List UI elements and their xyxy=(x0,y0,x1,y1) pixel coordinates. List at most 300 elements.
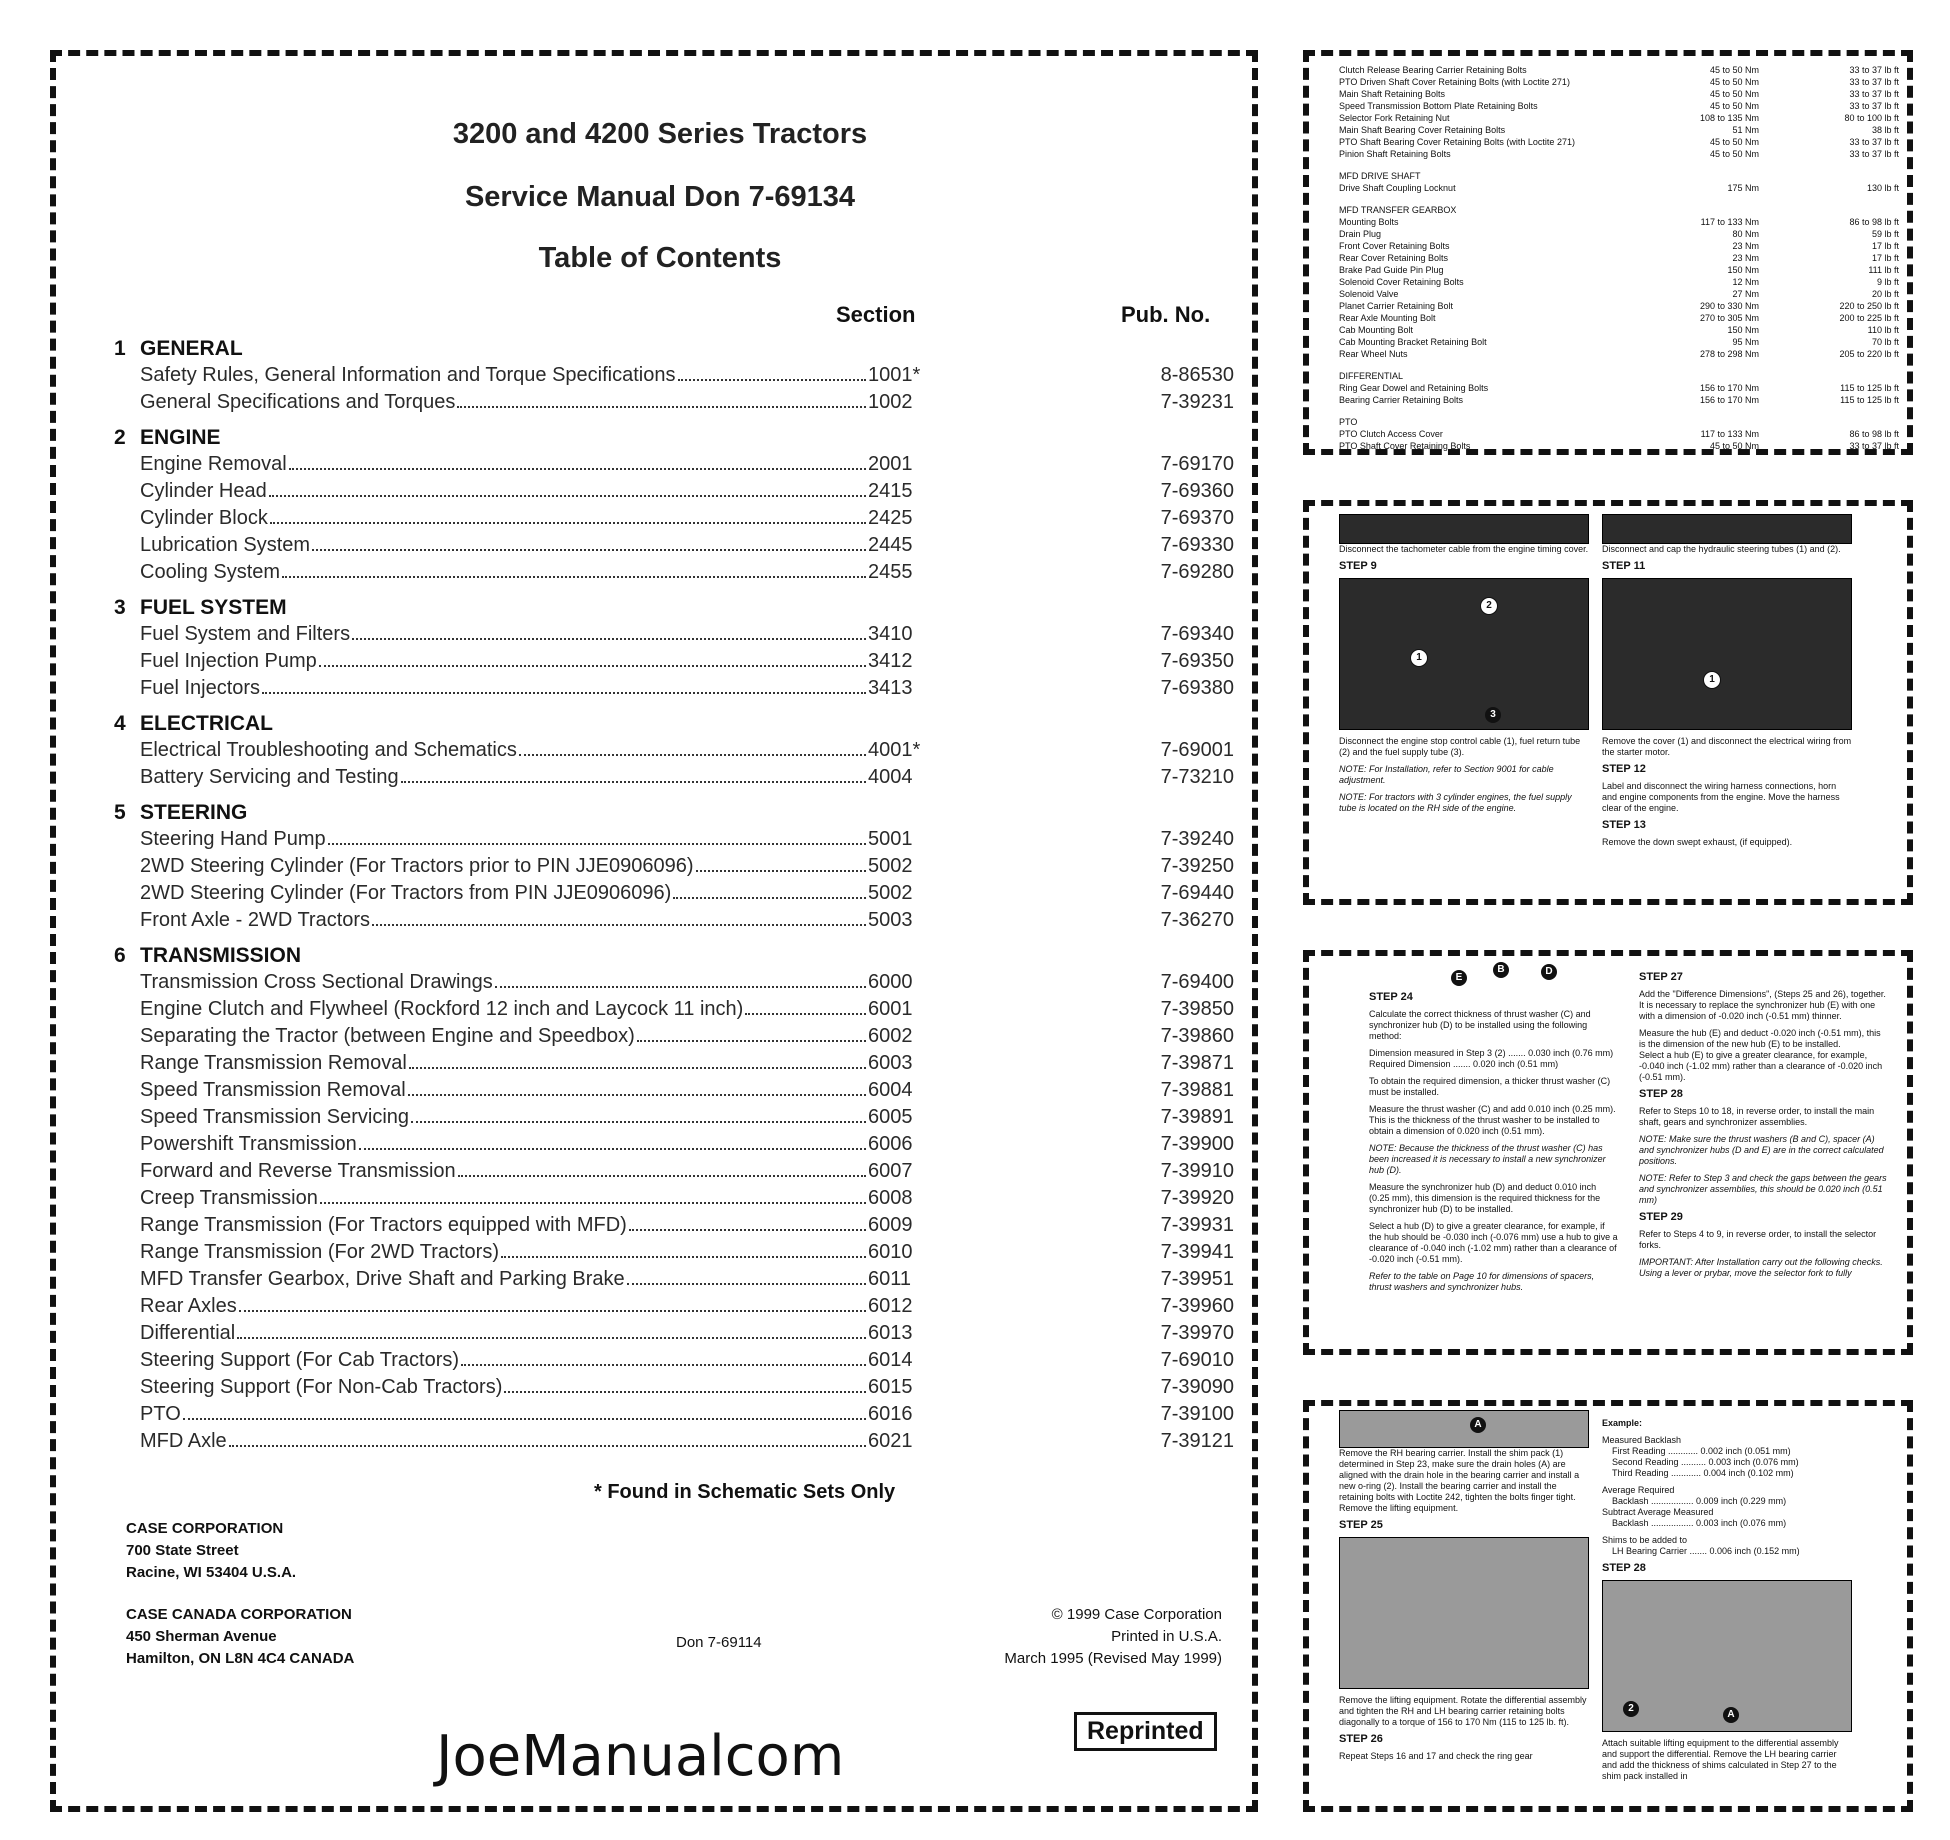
step-heading: STEP 27 xyxy=(1639,971,1683,983)
toc-entry xyxy=(114,880,1234,907)
address-line: Racine, WI 53404 U.S.A. xyxy=(126,1564,297,1581)
step-text: Dimension measured in Step 3 (2) ....... 0.030 inch (0.76 mm) xyxy=(1369,1048,1614,1058)
torque-spec-page xyxy=(1303,50,1913,455)
toc-entry xyxy=(114,621,1234,648)
torque-item-name: Bearing Carrier Retaining Bolts xyxy=(1339,395,1464,405)
torque-row xyxy=(1339,64,1899,76)
torque-lbft: 115 to 125 lb ft xyxy=(1840,395,1899,405)
torque-item-name: Cab Mounting Bolt xyxy=(1339,325,1414,335)
torque-lbft: 33 to 37 lb ft xyxy=(1849,101,1899,111)
toc-group xyxy=(114,595,1234,702)
torque-row xyxy=(1339,112,1899,124)
callout-a: A xyxy=(1723,1707,1739,1723)
step-text: Measure the hub (E) and deduct -0.020 inch (-0.51 mm), this is the dimension of the new hub (E) to be installed. xyxy=(1639,1028,1881,1049)
toc-entry xyxy=(114,764,1234,791)
address-line: 700 State Street xyxy=(126,1542,239,1559)
entry-section: 6010 xyxy=(868,1241,913,1263)
torque-item-name: PTO Shaft Bearing Cover Retaining Bolts (with Loctite 271) xyxy=(1339,137,1575,147)
address-line: CASE CANADA CORPORATION xyxy=(126,1606,352,1623)
entry-title: Engine Clutch and Flywheel (Rockford 12 inch and Laycock 11 inch) xyxy=(140,998,744,1020)
dot-leader xyxy=(282,576,866,578)
synchronizer-page xyxy=(1303,950,1913,1355)
entry-section: 6014 xyxy=(868,1349,913,1371)
entry-title: Fuel Injectors xyxy=(140,677,261,699)
toc-entry xyxy=(114,505,1234,532)
torque-item-name: Ring Gear Dowel and Retaining Bolts xyxy=(1339,383,1489,393)
entry-section: 3412 xyxy=(868,650,913,672)
entry-section: 1001* xyxy=(868,364,921,386)
torque-lbft: 33 to 37 lb ft xyxy=(1849,89,1899,99)
step-text: Select a hub (E) to give a greater clearance, for example, -0.040 inch (-1.02 mm) rather than a clearance of -0.020 inch (-0.51 mm). xyxy=(1639,1050,1883,1082)
entry-pub-number: 7-39881 xyxy=(1160,1079,1234,1101)
entry-pub-number: 7-39891 xyxy=(1160,1106,1234,1128)
entry-pub-number: 7-39100 xyxy=(1160,1403,1234,1425)
dot-leader xyxy=(495,986,866,988)
step-text: Required Dimension ....... 0.020 inch (0.51 mm) xyxy=(1369,1059,1559,1069)
calc-line: LH Bearing Carrier ....... 0.006 inch (0.152 mm) xyxy=(1612,1546,1800,1556)
step-text: Add the "Difference Dimensions", (Steps 25 and 26), together. xyxy=(1639,989,1886,999)
step-heading: STEP 25 xyxy=(1339,1519,1383,1531)
torque-lbft: 86 to 98 lb ft xyxy=(1849,217,1899,227)
group-number: 6 xyxy=(114,944,126,967)
group-name: TRANSMISSION xyxy=(140,944,302,967)
entry-title: Range Transmission Removal xyxy=(140,1052,407,1074)
callout-3: 3 xyxy=(1485,707,1501,723)
callout-b: B xyxy=(1493,962,1509,978)
torque-item-name: Solenoid Valve xyxy=(1339,289,1399,299)
entry-title: Differential xyxy=(140,1322,236,1344)
entry-title: MFD Transfer Gearbox, Drive Shaft and Parking Brake xyxy=(140,1268,625,1290)
step-heading: STEP 9 xyxy=(1339,560,1377,572)
callout-2: 2 xyxy=(1480,597,1498,615)
toc-entry xyxy=(114,1401,1234,1428)
dot-leader xyxy=(519,754,866,756)
entry-section: 6001 xyxy=(868,998,913,1020)
torque-item-name: PTO Clutch Access Cover xyxy=(1339,429,1443,439)
torque-row xyxy=(1339,76,1899,88)
torque-lbft: 80 to 100 lb ft xyxy=(1844,113,1899,123)
torque-row xyxy=(1339,264,1899,276)
entry-section: 6009 xyxy=(868,1214,913,1236)
torque-row xyxy=(1339,124,1899,136)
entry-title: Steering Support (For Cab Tractors) xyxy=(140,1349,460,1371)
toc-group-heading xyxy=(114,425,1234,451)
toc-page xyxy=(50,50,1258,1812)
torque-row xyxy=(1339,394,1899,406)
entry-section: 6021 xyxy=(868,1430,913,1452)
entry-pub-number: 7-73210 xyxy=(1160,766,1234,788)
toc-group-heading xyxy=(114,595,1234,621)
group-number: 4 xyxy=(114,712,126,735)
torque-row xyxy=(1339,136,1899,148)
callout-d: D xyxy=(1541,964,1557,980)
callout-1: 1 xyxy=(1703,671,1721,689)
step-heading: STEP 11 xyxy=(1602,560,1646,572)
torque-nm: 45 to 50 Nm xyxy=(1709,441,1759,451)
torque-item-name: Rear Wheel Nuts xyxy=(1339,349,1408,359)
torque-lbft: 59 lb ft xyxy=(1871,229,1899,239)
toc-entry xyxy=(114,478,1234,505)
example-heading: Example: xyxy=(1602,1418,1643,1428)
torque-section-heading: MFD TRANSFER GEARBOX xyxy=(1339,205,1457,215)
entry-title: Steering Hand Pump xyxy=(140,828,326,850)
torque-lbft: 115 to 125 lb ft xyxy=(1840,383,1899,393)
toc-entry xyxy=(114,1374,1234,1401)
toc-group-heading xyxy=(114,711,1234,737)
torque-row xyxy=(1339,428,1899,440)
group-name: ELECTRICAL xyxy=(140,712,273,735)
torque-lbft: 110 lb ft xyxy=(1867,325,1899,335)
entry-pub-number: 7-69370 xyxy=(1160,507,1234,529)
step-heading: STEP 24 xyxy=(1369,991,1413,1003)
callout-a: A xyxy=(1470,1417,1486,1433)
dot-leader xyxy=(239,1310,866,1312)
entry-section: 6008 xyxy=(868,1187,913,1209)
toc-entry xyxy=(114,1077,1234,1104)
step-text: Remove the RH bearing carrier. Install the shim pack (1) determined in Step 23, make sure the drain holes (A) are aligned with the drain hole in the bearing carrier and install a new o-ring (2). Install the bearing carrier and install the retaining bolts with Loctite 242, tighten the bolts finger tight. Remove the lifting equipment. xyxy=(1339,1448,1580,1513)
note-text: NOTE: For Installation, refer to Section 9001 for cable adjustment. xyxy=(1339,764,1554,785)
toc-entry xyxy=(114,826,1234,853)
entry-section: 3410 xyxy=(868,623,913,645)
entry-pub-number: 7-39121 xyxy=(1160,1430,1234,1452)
torque-nm: 45 to 50 Nm xyxy=(1709,137,1759,147)
entry-pub-number: 7-39871 xyxy=(1160,1052,1234,1074)
callout-e: E xyxy=(1451,970,1467,986)
entry-pub-number: 7-69360 xyxy=(1160,480,1234,502)
torque-item-name: Pinion Shaft Retaining Bolts xyxy=(1339,149,1451,159)
entry-title: Speed Transmission Servicing xyxy=(140,1106,410,1128)
address-line: Hamilton, ON L8N 4C4 CANADA xyxy=(126,1650,355,1667)
note-text: Refer to the table on Page 10 for dimensions of spacers, thrust washers and synchronizer hubs. xyxy=(1369,1271,1595,1292)
torque-nm: 80 Nm xyxy=(1732,229,1759,239)
dot-leader xyxy=(312,549,866,551)
dot-leader xyxy=(696,870,866,872)
dot-leader xyxy=(408,1094,866,1096)
torque-lbft: 86 to 98 lb ft xyxy=(1849,429,1899,439)
torque-item-name: Selector Fork Retaining Nut xyxy=(1339,113,1450,123)
entry-section: 6005 xyxy=(868,1106,913,1128)
manual-subtitle: Service Manual Don 7-69134 xyxy=(464,181,856,213)
group-name: FUEL SYSTEM xyxy=(140,596,287,619)
entry-title: Lubrication System xyxy=(140,534,311,556)
entry-pub-number: 7-69440 xyxy=(1160,882,1234,904)
entry-pub-number: 7-39941 xyxy=(1160,1241,1234,1263)
calc-line: Subtract Average Measured xyxy=(1602,1507,1714,1517)
torque-item-name: Front Cover Retaining Bolts xyxy=(1339,241,1450,251)
torque-row xyxy=(1339,440,1899,452)
torque-section-heading: PTO xyxy=(1339,417,1358,427)
entry-title: MFD Axle xyxy=(140,1430,227,1452)
entry-section: 3413 xyxy=(868,677,913,699)
step-heading: STEP 13 xyxy=(1602,819,1646,831)
dot-leader xyxy=(458,1175,866,1177)
group-number: 3 xyxy=(114,596,126,619)
dot-leader xyxy=(237,1337,866,1339)
entry-pub-number: 7-39250 xyxy=(1160,855,1234,877)
pub-column-header: Pub. No. xyxy=(1121,302,1211,327)
case-canada-address xyxy=(126,1604,354,1670)
note-text: NOTE: For tractors with 3 cylinder engines, the fuel supply tube is located on the RH side of the engine. xyxy=(1339,792,1572,813)
torque-nm: 45 to 50 Nm xyxy=(1709,77,1759,87)
toc-entry xyxy=(114,532,1234,559)
entry-section: 6003 xyxy=(868,1052,913,1074)
step-text: Disconnect the tachometer cable from the engine timing cover. xyxy=(1339,544,1589,554)
entry-section: 6000 xyxy=(868,971,913,993)
address-line: CASE CORPORATION xyxy=(126,1520,284,1537)
entry-section: 6004 xyxy=(868,1079,913,1101)
group-number: 2 xyxy=(114,426,126,449)
step-text: Label and disconnect the wiring harness connections, horn and engine components from the engine. Move the harness clear of the engine. xyxy=(1602,781,1840,813)
entry-title: 2WD Steering Cylinder (For Tractors from PIN JJE0906096) xyxy=(140,882,672,904)
entry-title: General Specifications and Torques xyxy=(140,391,456,413)
step-text: Refer to Steps 4 to 9, in reverse order, to install the selector forks. xyxy=(1639,1229,1877,1250)
torque-item-name: Mounting Bolts xyxy=(1339,217,1399,227)
torque-item-name: Drive Shaft Coupling Locknut xyxy=(1339,183,1456,193)
torque-lbft: 20 lb ft xyxy=(1871,289,1899,299)
dot-leader xyxy=(629,1229,866,1231)
dot-leader xyxy=(627,1283,866,1285)
torque-row xyxy=(1339,100,1899,112)
entry-title: Safety Rules, General Information and Torque Specifications xyxy=(140,364,676,386)
torque-lbft: 205 to 220 lb ft xyxy=(1839,349,1899,359)
torque-row xyxy=(1339,88,1899,100)
entry-title: 2WD Steering Cylinder (For Tractors prior to PIN JJE0906096) xyxy=(140,855,694,877)
section-column-header: Section xyxy=(836,302,916,327)
photo-step-25 xyxy=(1339,1537,1589,1689)
torque-row xyxy=(1339,324,1899,336)
entry-section: 6011 xyxy=(868,1268,912,1290)
torque-lbft: 33 to 37 lb ft xyxy=(1849,441,1899,451)
entry-pub-number: 7-39970 xyxy=(1160,1322,1234,1344)
entry-title: Electrical Troubleshooting and Schematics xyxy=(140,739,517,761)
entry-pub-number: 7-69001 xyxy=(1160,739,1234,761)
torque-lbft: 38 lb ft xyxy=(1871,125,1899,135)
step-heading: STEP 12 xyxy=(1602,763,1646,775)
watermark-text: JoeManualcom xyxy=(436,1724,845,1789)
entry-section: 6015 xyxy=(868,1376,913,1398)
torque-nm: 95 Nm xyxy=(1732,337,1759,347)
torque-nm: 45 to 50 Nm xyxy=(1709,65,1759,75)
entry-pub-number: 7-69010 xyxy=(1160,1349,1234,1371)
toc-entry xyxy=(114,1266,1234,1293)
entry-title: Cooling System xyxy=(140,561,281,583)
dot-leader xyxy=(359,1148,866,1150)
toc-entry xyxy=(114,1023,1234,1050)
step-text: Disconnect and cap the hydraulic steering tubes (1) and (2). xyxy=(1602,544,1841,554)
toc-group xyxy=(114,711,1234,791)
calc-line: Backlash ................. 0.009 inch (0.229 mm) xyxy=(1612,1496,1787,1506)
toc-entry xyxy=(114,1347,1234,1374)
dot-leader xyxy=(411,1121,866,1123)
entry-pub-number: 7-36270 xyxy=(1160,909,1234,931)
torque-lbft: 33 to 37 lb ft xyxy=(1849,65,1899,75)
toc-entry xyxy=(114,559,1234,586)
torque-nm: 117 to 133 Nm xyxy=(1700,217,1759,227)
step-text: Select a hub (D) to give a greater clearance, for example, if the hub should be -0.030 inch (-0.076 mm) use a hub to give a clearance of -0.040 inch (-1.02 mm) rather than a clearance of -0.020 inch (-0.51 mm). xyxy=(1369,1221,1618,1264)
torque-nm: 45 to 50 Nm xyxy=(1709,149,1759,159)
toc-entry xyxy=(114,737,1234,764)
toc-entry xyxy=(114,1428,1234,1455)
toc-entry xyxy=(114,1185,1234,1212)
callout-1: 1 xyxy=(1410,649,1428,667)
entry-section: 2001 xyxy=(868,453,913,475)
torque-item-name: Cab Mounting Bracket Retaining Bolt xyxy=(1339,337,1487,347)
right-column xyxy=(1602,514,1852,854)
note-text: NOTE: Refer to Step 3 and check the gaps between the gears and synchronizer assemblies, this should be 0.020 inch (0.51 mm) xyxy=(1639,1173,1887,1205)
torque-item-name: Solenoid Cover Retaining Bolts xyxy=(1339,277,1464,287)
entry-section: 6013 xyxy=(868,1322,913,1344)
entry-pub-number: 7-69380 xyxy=(1160,677,1234,699)
entry-section: 5002 xyxy=(868,882,913,904)
step-text: Calculate the correct thickness of thrust washer (C) and synchronizer hub (D) to be installed using the following method: xyxy=(1369,1009,1591,1041)
right-column xyxy=(1639,968,1889,1285)
entry-pub-number: 7-69350 xyxy=(1160,650,1234,672)
group-name: GENERAL xyxy=(140,337,243,360)
toc-entry xyxy=(114,675,1234,702)
entry-pub-number: 7-39920 xyxy=(1160,1187,1234,1209)
toc-group-heading xyxy=(114,800,1234,826)
group-name: STEERING xyxy=(140,801,248,824)
calc-line: Second Reading .......... 0.003 inch (0.076 mm) xyxy=(1612,1457,1799,1467)
entry-pub-number: 7-69330 xyxy=(1160,534,1234,556)
dot-leader xyxy=(372,924,866,926)
entry-title: Cylinder Head xyxy=(140,480,267,502)
dot-leader xyxy=(262,692,866,694)
torque-nm: 45 to 50 Nm xyxy=(1709,101,1759,111)
calc-line: Average Required xyxy=(1602,1485,1675,1495)
torque-nm: 45 to 50 Nm xyxy=(1709,89,1759,99)
entry-section: 5003 xyxy=(868,909,913,931)
toc-entry xyxy=(114,907,1234,934)
left-column xyxy=(1369,960,1619,1299)
group-number: 1 xyxy=(114,337,126,360)
entry-pub-number: 7-39900 xyxy=(1160,1133,1234,1155)
entry-section: 2415 xyxy=(868,480,913,502)
torque-nm: 51 Nm xyxy=(1732,125,1759,135)
entry-section: 6016 xyxy=(868,1403,913,1425)
callout-2: 2 xyxy=(1623,1701,1639,1717)
entry-section: 6012 xyxy=(868,1295,913,1317)
toc-list xyxy=(114,336,1234,1464)
entry-pub-number: 7-39860 xyxy=(1160,1025,1234,1047)
entry-pub-number: 7-39910 xyxy=(1160,1160,1234,1182)
step-text: To obtain the required dimension, a thicker thrust washer (C) must be installed. xyxy=(1369,1076,1611,1097)
torque-section-heading: DIFFERENTIAL xyxy=(1339,371,1404,381)
toc-group xyxy=(114,943,1234,1455)
entry-section: 6002 xyxy=(868,1025,913,1047)
entry-title: Forward and Reverse Transmission xyxy=(140,1160,456,1182)
photo-top-left xyxy=(1339,514,1589,544)
copyright-line: Printed in U.S.A. xyxy=(1111,1628,1222,1645)
schematic-footnote: * Found in Schematic Sets Only xyxy=(594,1481,896,1503)
entry-pub-number: 7-39240 xyxy=(1160,828,1234,850)
torque-row xyxy=(1339,336,1899,348)
entry-section: 5002 xyxy=(868,855,913,877)
torque-lbft: 130 lb ft xyxy=(1866,183,1899,193)
dot-leader xyxy=(289,468,866,470)
torque-section-heading: MFD DRIVE SHAFT xyxy=(1339,171,1421,181)
calc-line: Shims to be added to xyxy=(1602,1535,1688,1545)
toc-group xyxy=(114,336,1234,416)
torque-lbft: 9 lb ft xyxy=(1876,277,1899,287)
toc-entry xyxy=(114,996,1234,1023)
dot-leader xyxy=(678,379,867,381)
entry-title: Separating the Tractor (between Engine and Speedbox) xyxy=(140,1025,635,1047)
don-reference: Don 7-69114 xyxy=(676,1634,762,1651)
entry-section: 4004 xyxy=(868,766,913,788)
torque-row xyxy=(1339,252,1899,264)
dot-leader xyxy=(504,1391,866,1393)
photo-top-right xyxy=(1602,514,1852,544)
toc-entry xyxy=(114,1239,1234,1266)
note-text: NOTE: Make sure the thrust washers (B and C), spacer (A) and synchronizer hubs (D and E) are in the correct calculated positions. xyxy=(1639,1134,1884,1166)
toc-group xyxy=(114,425,1234,586)
entry-pub-number: 7-39850 xyxy=(1160,998,1234,1020)
entry-pub-number: 7-69170 xyxy=(1160,453,1234,475)
case-corp-address xyxy=(126,1518,296,1584)
torque-lbft: 220 to 250 lb ft xyxy=(1839,301,1899,311)
entry-section: 4001* xyxy=(868,739,921,761)
entry-title: Creep Transmission xyxy=(140,1187,318,1209)
torque-spec-list xyxy=(1339,64,1899,452)
torque-nm: 27 Nm xyxy=(1732,289,1759,299)
dot-leader xyxy=(673,897,866,899)
torque-nm: 270 to 305 Nm xyxy=(1699,313,1759,323)
torque-lbft: 33 to 37 lb ft xyxy=(1849,77,1899,87)
dot-leader xyxy=(229,1445,866,1447)
torque-item-name: PTO Driven Shaft Cover Retaining Bolts (with Loctite 271) xyxy=(1339,77,1570,87)
torque-row xyxy=(1339,216,1899,228)
copyright-line: March 1995 (Revised May 1999) xyxy=(1004,1650,1222,1667)
torque-item-name: Main Shaft Retaining Bolts xyxy=(1339,89,1446,99)
torque-row xyxy=(1339,300,1899,312)
step-text: Remove the down swept exhaust, (if equipped). xyxy=(1602,837,1793,847)
toc-group-heading xyxy=(114,336,1234,362)
torque-row xyxy=(1339,382,1899,394)
torque-item-name: PTO Shaft Cover Retaining Bolts xyxy=(1339,441,1471,451)
torque-nm: 290 to 330 Nm xyxy=(1699,301,1759,311)
toc-entry xyxy=(114,1050,1234,1077)
entry-pub-number: 7-69400 xyxy=(1160,971,1234,993)
torque-lbft: 33 to 37 lb ft xyxy=(1849,149,1899,159)
dot-leader xyxy=(457,406,866,408)
entry-title: Fuel System and Filters xyxy=(140,623,351,645)
step-heading: STEP 28 xyxy=(1602,1562,1646,1574)
step-text: Remove the cover (1) and disconnect the electrical wiring from the starter motor. xyxy=(1602,736,1852,757)
entry-title: PTO xyxy=(140,1403,181,1425)
torque-nm: 156 to 170 Nm xyxy=(1699,383,1759,393)
entry-pub-number: 7-39931 xyxy=(1160,1214,1234,1236)
torque-row xyxy=(1339,276,1899,288)
toc-entry xyxy=(114,1212,1234,1239)
reprinted-stamp: Reprinted xyxy=(1074,1712,1217,1751)
dot-leader xyxy=(501,1256,866,1258)
dot-leader xyxy=(352,638,866,640)
step-text: Disconnect the engine stop control cable (1), fuel return tube (2) and the fuel supply tube (3). xyxy=(1339,736,1581,757)
calc-line: Third Reading ............ 0.004 inch (0.102 mm) xyxy=(1612,1468,1794,1478)
entry-title: Range Transmission (For 2WD Tractors) xyxy=(140,1241,499,1263)
entry-title: Cylinder Block xyxy=(140,507,268,529)
toc-group-heading xyxy=(114,943,1234,969)
copyright-block xyxy=(1004,1604,1222,1670)
step-text: Measure the synchronizer hub (D) and deduct 0.010 inch (0.25 mm), this dimension is the required thickness for the synchronizer hub (D) to be installed. xyxy=(1369,1182,1601,1214)
entry-title: Fuel Injection Pump xyxy=(140,650,317,672)
step-text: Measure the thrust washer (C) and add 0.010 inch (0.25 mm). This is the thickness of the thrust washer to be installed to obtain a dimension of 0.020 inch (0.51 mm). xyxy=(1369,1104,1616,1136)
calc-line: First Reading ............ 0.002 inch (0.051 mm) xyxy=(1612,1446,1791,1456)
torque-item-name: Speed Transmission Bottom Plate Retaining Bolts xyxy=(1339,101,1538,111)
toc-heading: Table of Contents xyxy=(538,242,782,274)
note-text: Using a lever or prybar, move the selector fork to fully xyxy=(1639,1268,1852,1278)
